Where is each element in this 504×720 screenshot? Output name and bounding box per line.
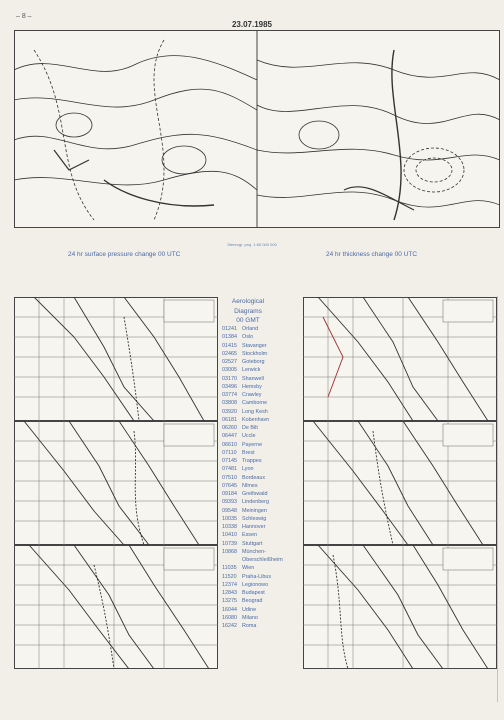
- station-code: 10410: [222, 532, 237, 539]
- station-row: [222, 457, 308, 465]
- station-row: [222, 449, 308, 457]
- station-name: Lerwick: [242, 367, 261, 374]
- station-row: [222, 474, 308, 482]
- station-code: 16044: [222, 606, 237, 613]
- station-row: [222, 333, 308, 341]
- station-code: 03920: [222, 408, 237, 415]
- aerological-diagram: [303, 421, 497, 545]
- station-name: Budapest: [242, 590, 265, 596]
- station-name: Camborne: [242, 400, 268, 407]
- station-name: Shanwell: [242, 375, 264, 382]
- thickness-caption: 24 hr thickness change 00 UTC: [326, 251, 418, 258]
- station-name: Orland: [242, 326, 259, 332]
- station-row: [222, 441, 308, 449]
- surface-pressure-caption: 24 hr surface pressure change 00 UTC: [68, 251, 181, 258]
- station-row: [222, 622, 308, 630]
- station-name: Goteborg: [242, 359, 265, 365]
- station-row: [222, 325, 308, 333]
- station-code: 03496: [222, 383, 237, 390]
- station-name: Udine: [242, 606, 257, 613]
- station-code: 07145: [222, 458, 237, 464]
- station-code: 10035: [222, 515, 237, 522]
- station-code: 03774: [222, 392, 237, 398]
- station-row: [222, 399, 308, 407]
- station-code: 16080: [222, 614, 237, 621]
- station-name: Nîmes: [242, 482, 258, 489]
- station-row: [222, 482, 308, 490]
- station-code: 12843: [222, 590, 237, 596]
- station-row: [222, 432, 308, 440]
- station-row: [222, 581, 308, 589]
- station-name: Wien: [242, 565, 255, 572]
- aerological-diagram: [14, 297, 218, 421]
- page-edge-rule: [497, 296, 498, 702]
- station-code: 03170: [222, 375, 237, 382]
- station-code: 01384: [222, 334, 237, 341]
- station-row: [222, 358, 308, 366]
- station-name: Trappes: [242, 458, 262, 464]
- station-code: 06181: [222, 416, 237, 423]
- aerological-diagram: [303, 297, 497, 421]
- station-name: Beograd: [242, 598, 263, 605]
- station-name: Hannover: [242, 524, 266, 530]
- station-row: [222, 498, 308, 506]
- station-row: [222, 391, 308, 399]
- aerological-diagram: [14, 545, 218, 669]
- station-name: Oberschleißheim: [242, 557, 283, 563]
- station-code: 03808: [222, 400, 237, 407]
- station-code: 09393: [222, 499, 237, 506]
- station-row: [222, 375, 308, 383]
- weather-maps: [14, 30, 500, 228]
- station-code: 01415: [222, 342, 237, 349]
- station-name: Uccle: [242, 433, 256, 440]
- station-name: Roma: [242, 623, 257, 629]
- station-name: Long Kesh: [242, 408, 268, 415]
- station-row: [222, 424, 308, 432]
- station-code: 06610: [222, 441, 237, 448]
- station-row: [222, 408, 308, 416]
- aerological-diagram: [14, 421, 218, 545]
- station-code: 02527: [222, 359, 237, 365]
- station-name: Crawley: [242, 392, 262, 398]
- station-row: [222, 507, 308, 515]
- aerological-title: Aerological Diagrams 00 GMT: [231, 298, 265, 324]
- station-row: [222, 366, 308, 374]
- station-code: 16242: [222, 623, 237, 629]
- station-code: 07510: [222, 474, 237, 481]
- station-name: Essen: [242, 532, 257, 539]
- station-code: 09184: [222, 491, 237, 497]
- station-row: [222, 548, 308, 556]
- station-row: [222, 465, 308, 473]
- aerological-diagram: [303, 545, 497, 669]
- station-name: Bordeaux: [242, 474, 266, 481]
- station-row: [222, 614, 308, 622]
- station-name: Stuttgart: [242, 540, 263, 547]
- station-name: Stockholm: [242, 350, 268, 357]
- projection-note: Stereogr. proj. 1:60 000 000: [227, 242, 277, 247]
- station-row: [222, 416, 308, 424]
- station-name: München-: [242, 548, 266, 555]
- station-name: Milano: [242, 614, 258, 621]
- station-name: Greifswald: [242, 491, 268, 497]
- page-date: 23.07.1985: [231, 20, 273, 29]
- station-code: 06260: [222, 425, 237, 431]
- station-row: [222, 540, 308, 548]
- station-code: 06447: [222, 433, 237, 440]
- station-row: [222, 589, 308, 597]
- station-row: [222, 350, 308, 358]
- station-name: Meiningen: [242, 507, 267, 514]
- station-code: 09548: [222, 507, 237, 514]
- station-row: [222, 490, 308, 498]
- station-code: 11520: [222, 573, 237, 580]
- station-name: Kobenhavn: [242, 416, 270, 423]
- station-code: 07110: [222, 449, 237, 456]
- station-name: Legionowo: [242, 581, 269, 588]
- station-row: [222, 573, 308, 581]
- station-row: [222, 531, 308, 539]
- station-row: [222, 515, 308, 523]
- station-name: Schleswig: [242, 515, 267, 522]
- station-name: Oslo: [242, 334, 254, 341]
- station-code: 02465: [222, 350, 237, 357]
- station-row: [222, 523, 308, 531]
- station-name: Lyon: [242, 466, 254, 473]
- station-code: 03005: [222, 367, 237, 374]
- station-code: 10739: [222, 540, 237, 547]
- station-name: Brest: [242, 449, 255, 456]
- station-code: 10338: [222, 524, 237, 530]
- station-name: Lindenberg: [242, 499, 269, 506]
- station-code: 13275: [222, 598, 237, 605]
- page-number: – 8 –: [16, 13, 32, 20]
- station-code: 07645: [222, 482, 237, 489]
- station-list: [222, 325, 308, 630]
- station-row: [222, 556, 308, 564]
- station-name: Stavanger: [242, 342, 267, 349]
- station-row: [222, 606, 308, 614]
- station-row: [222, 564, 308, 572]
- station-name: Hemsby: [242, 383, 262, 390]
- station-row: [222, 383, 308, 391]
- station-name: Payerne: [242, 441, 263, 448]
- station-row: [222, 597, 308, 605]
- station-code: 01241: [222, 326, 237, 332]
- station-code: 11035: [222, 565, 237, 572]
- station-row: [222, 342, 308, 350]
- station-name: De Bilt: [242, 425, 258, 431]
- station-name: Praha-Libus: [242, 573, 272, 580]
- station-code: 10868: [222, 548, 237, 555]
- station-code: 12374: [222, 581, 237, 588]
- station-code: 07481: [222, 466, 237, 473]
